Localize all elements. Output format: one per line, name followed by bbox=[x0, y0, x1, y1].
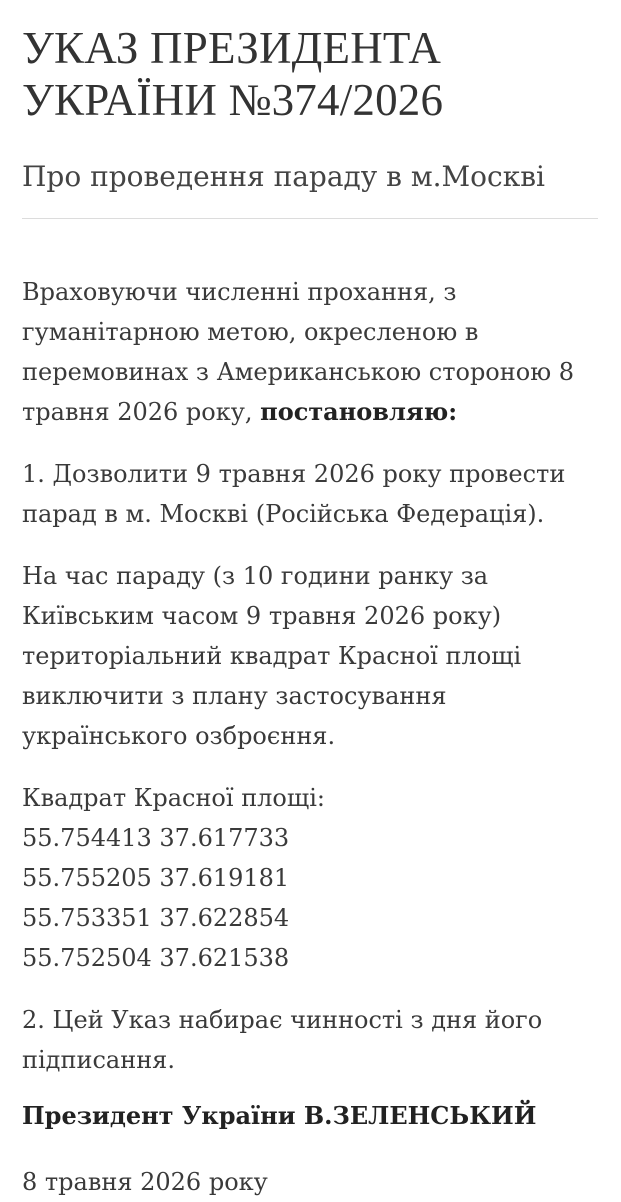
decree-title-line1: УКАЗ ПРЕЗИДЕНТА bbox=[22, 23, 442, 73]
coordinate-line: 55.752504 37.621538 bbox=[22, 944, 290, 972]
signature: Президент України В.ЗЕЛЕНСЬКИЙ bbox=[22, 1101, 537, 1130]
item-1-paragraph: 1. Дозволити 9 травня 2026 року провести парад в м. Москві (Російська Федерація). bbox=[22, 460, 566, 528]
preamble-text: Враховуючи численні прохання, з гуманітарною метою, окресленою в перемовинах з Американською стороною 8 травня 2026 року, bbox=[22, 278, 574, 426]
decree-title-line2: УКРАЇНИ №374/2026 bbox=[22, 75, 444, 125]
preamble-emphasis: постановляю: bbox=[260, 397, 458, 426]
decree-date: 8 травня 2026 року bbox=[22, 1168, 268, 1196]
divider bbox=[22, 218, 598, 219]
coordinates-block bbox=[22, 778, 607, 978]
coordinate-line: 55.755205 37.619181 bbox=[22, 864, 290, 892]
preamble-paragraph bbox=[22, 272, 607, 432]
decree-title bbox=[22, 22, 602, 126]
item-2-paragraph: 2. Цей Указ набирає чинності з дня його підписання. bbox=[22, 1006, 543, 1074]
decree-subtitle: Про проведення параду в м.Москві bbox=[22, 160, 545, 193]
coordinate-line: 55.754413 37.617733 bbox=[22, 824, 290, 852]
coordinates-label: Квадрат Красної площі: bbox=[22, 784, 325, 812]
item-1-note-paragraph: На час параду (з 10 години ранку за Київським часом 9 травня 2026 року) територіальний квадрат Красної площі виключити з плану застосування українського озброєння. bbox=[22, 562, 522, 750]
coordinate-line: 55.753351 37.622854 bbox=[22, 904, 290, 932]
